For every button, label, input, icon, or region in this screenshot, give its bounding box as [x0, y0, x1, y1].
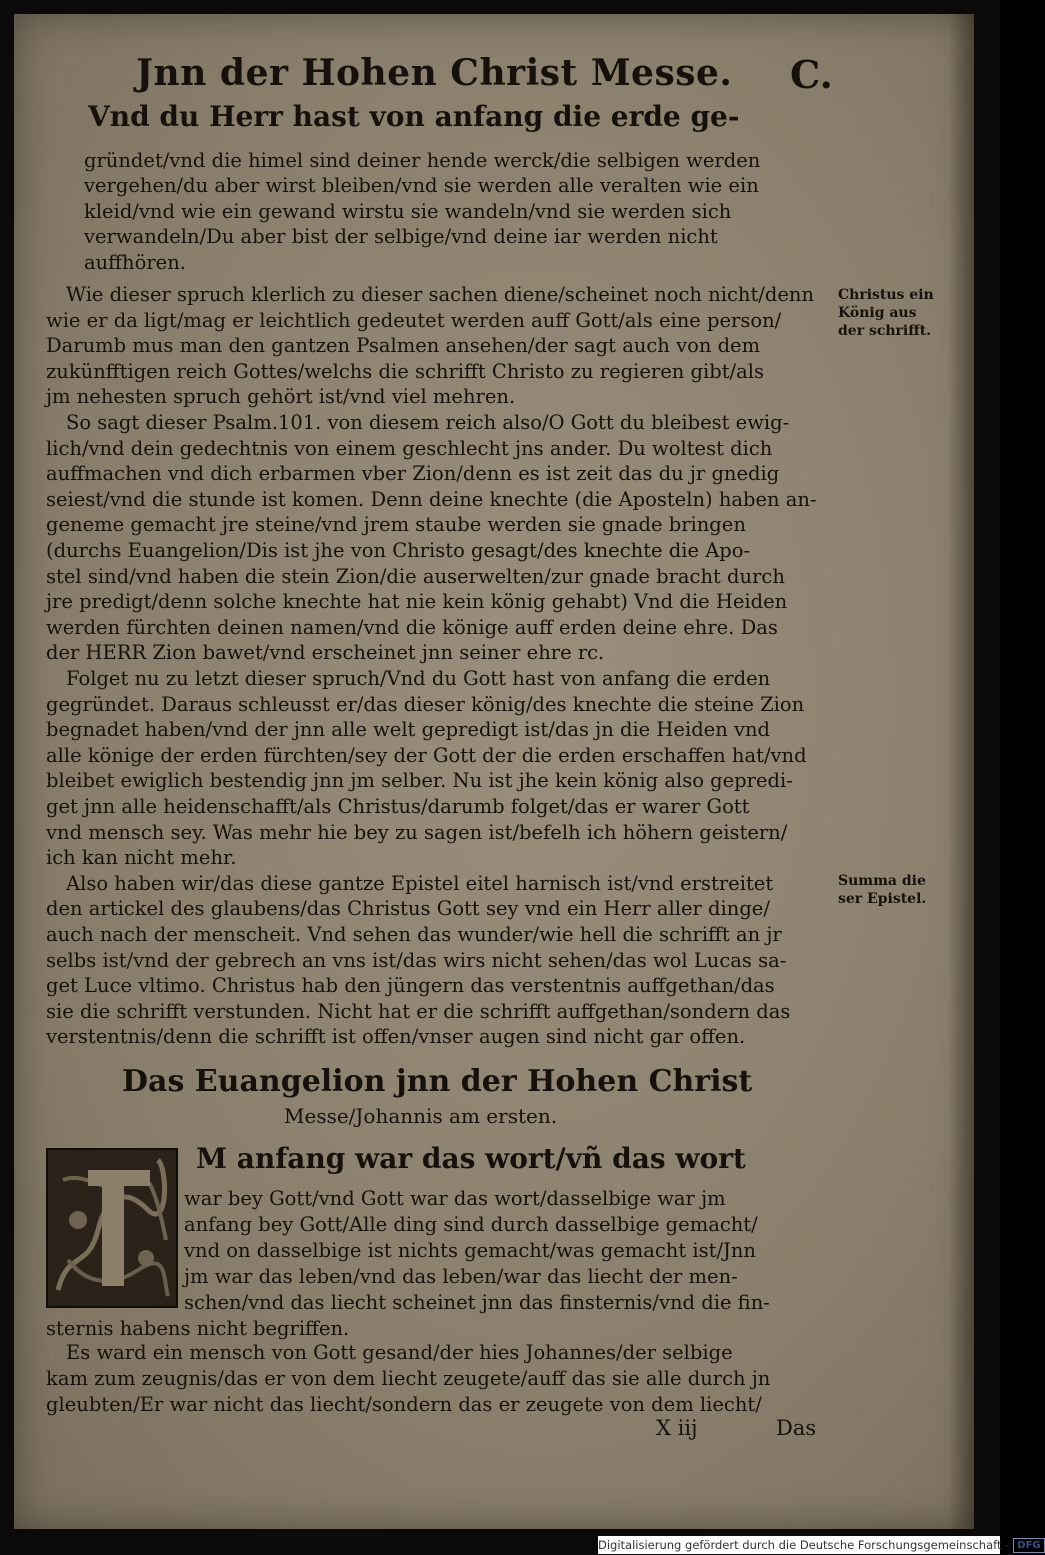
body-line: seiest/vnd die stunde ist komen. Denn deine knechte (die Aposteln) haben an- — [46, 487, 817, 511]
gospel-subheading: Messe/Johannis am ersten. — [284, 1104, 558, 1128]
decorated-initial — [46, 1148, 178, 1308]
body-line: vnd mensch sey. Was mehr hie bey zu sagen ist/befelh ich höhern geistern/ — [46, 820, 788, 844]
gospel-line: kam zum zeugnis/das er von dem liecht zeugete/auff das sie alle durch jn — [46, 1367, 771, 1390]
body-line: gegründet. Daraus schleusst er/das dieser könig/des knechte die steine Zion — [46, 692, 805, 716]
body-line: get Luce vltimo. Christus hab den jüngern das verstentnis auffgethan/das — [46, 974, 775, 998]
intro-line: auffhören. — [84, 250, 186, 274]
gospel-line: anfang bey Gott/Alle ding sind durch dasselbige gemacht/ — [184, 1213, 758, 1236]
body-line: lich/vnd dein gedechtnis von einem geschlecht jns ander. Du woltest dich — [46, 436, 773, 460]
body-line: (durchs Euangelion/Dis ist jhe von Christo gesagt/des knechte die Apo- — [46, 539, 751, 562]
folio-number: C. — [790, 52, 833, 97]
page-edge-shadow — [948, 14, 974, 1529]
body-line: alle könige der erden fürchten/sey der Gott der die erden erschaffen hat/vnd — [46, 743, 807, 767]
body-line: jre predigt/denn solche knechte hat nie kein könig gehabt) Vnd die Heiden — [46, 590, 788, 614]
body-line: verstentnis/denn die schrifft ist offen/vnser augen sind nicht gar offen. — [46, 1025, 746, 1049]
body-line: zukünfftigen reich Gottes/welchs die schrifft Christo zu regieren gibt/als — [46, 359, 764, 383]
body-line: Also haben wir/das diese gantze Epistel eitel harnisch ist/vnd erstreitet — [66, 871, 774, 895]
body-line: sie die schrifft verstunden. Nicht hat er die schrifft auffgethan/sondern das — [46, 999, 791, 1023]
gospel-line: M anfang war das wort/vñ das wort — [196, 1142, 746, 1175]
gospel-line: vnd on dasselbige ist nichts gemacht/was gemacht ist/Jnn — [184, 1239, 756, 1262]
dfg-logo: DFG — [1013, 1538, 1044, 1553]
body-line: geneme gemacht jre steine/vnd jrem staube werden sie gnade bringen — [46, 513, 746, 537]
body-line: selbs ist/vnd der gebrech an vns ist/das wirs nicht sehen/das wol Lucas sa- — [46, 948, 787, 972]
intro-line: verwandeln/Du aber bist der selbige/vnd deine iar werden nicht — [84, 225, 718, 249]
body-line: der HERR Zion bawet/vnd erscheinet jnn seiner ehre rc. — [46, 641, 605, 665]
digitization-credit — [598, 1536, 1041, 1554]
catchword: Das — [776, 1416, 817, 1440]
intro-line: vergehen/du aber wirst bleiben/vnd sie werden alle veralten wie ein — [84, 174, 759, 198]
body-line: Wie dieser spruch klerlich zu dieser sachen diene/scheinet noch nicht/denn — [66, 283, 815, 306]
signature-mark: X iij — [656, 1416, 698, 1440]
body-line: stel sind/vnd haben die stein Zion/die auserwelten/zur gnade bracht durch — [46, 564, 785, 588]
margin-note-line: Christus ein — [838, 287, 934, 303]
gospel-line: jm war das leben/vnd das leben/war das liecht der men- — [184, 1265, 738, 1288]
running-head: Jnn der Hohen Christ Messe. — [136, 52, 733, 94]
margin-note-line: ser Epistel. — [838, 891, 927, 907]
margin-note-line: Summa die — [838, 873, 926, 889]
intro-line: Vnd du Herr hast von anfang die erde ge- — [88, 100, 740, 133]
body-line: get jnn alle heidenschafft/als Christus/darumb folget/das er warer Gott — [46, 795, 750, 818]
gospel-line: schen/vnd das liecht scheinet jnn das finsternis/vnd die fin- — [184, 1291, 770, 1314]
body-line: auch nach der menscheit. Vnd sehen das wunder/wie hell die schrifft an jr — [46, 923, 782, 946]
gospel-line: Es ward ein mensch von Gott gesand/der hies Johannes/der selbige — [66, 1341, 733, 1364]
body-line: werden fürchten deinen namen/vnd die könige auff erden deine ehre. Das — [46, 615, 778, 639]
body-line: So sagt dieser Psalm.101. von diesem reich also/O Gott du bleibest ewig- — [66, 411, 790, 434]
body-line: bleibet ewiglich bestendig jnn jm selber. Nu ist jhe kein könig also gepredi- — [46, 769, 793, 793]
intro-line: kleid/vnd wie ein gewand wirstu sie wandeln/vnd sie werden sich — [84, 199, 732, 223]
gospel-heading: Das Euangelion jnn der Hohen Christ — [122, 1064, 753, 1099]
body-line: Darumb mus man den gantzen Psalmen ansehen/der sagt auch von dem — [46, 334, 761, 358]
gospel-line: gleubten/Er war nicht das liecht/sondern das er zeugete von dem liecht/ — [46, 1393, 762, 1416]
woodcut-initial-image — [48, 1150, 176, 1306]
body-line: auffmachen vnd dich erbarmen vber Zion/denn es ist zeit das du jr gnedig — [46, 462, 780, 486]
margin-note-line: König aus — [838, 305, 917, 321]
body-line: Folget nu zu letzt dieser spruch/Vnd du Gott hast von anfang die erden — [66, 667, 771, 690]
body-line: jm nehesten spruch gehört ist/vnd viel mehren. — [46, 385, 516, 409]
credit-text: Digitalisierung gefördert durch die Deutsche Forschungsgemeinschaft - — [598, 1538, 1010, 1552]
body-line: den artickel des glaubens/das Christus Gott sey vnd ein Herr aller dinge/ — [46, 897, 770, 921]
gospel-line: war bey Gott/vnd Gott war das wort/dasselbige war jm — [184, 1187, 726, 1210]
margin-note-line: der schrifft. — [838, 323, 932, 339]
gospel-line: sternis habens nicht begriffen. — [46, 1317, 350, 1340]
body-line: ich kan nicht mehr. — [46, 846, 237, 870]
intro-line: gründet/vnd die himel sind deiner hende werck/die selbigen werden — [84, 149, 761, 172]
body-line: wie er da ligt/mag er leichtlich gedeutet werden auff Gott/als eine person/ — [46, 308, 782, 332]
body-line: begnadet haben/vnd der jnn alle welt gepredigt ist/das jn die Heiden vnd — [46, 718, 771, 742]
